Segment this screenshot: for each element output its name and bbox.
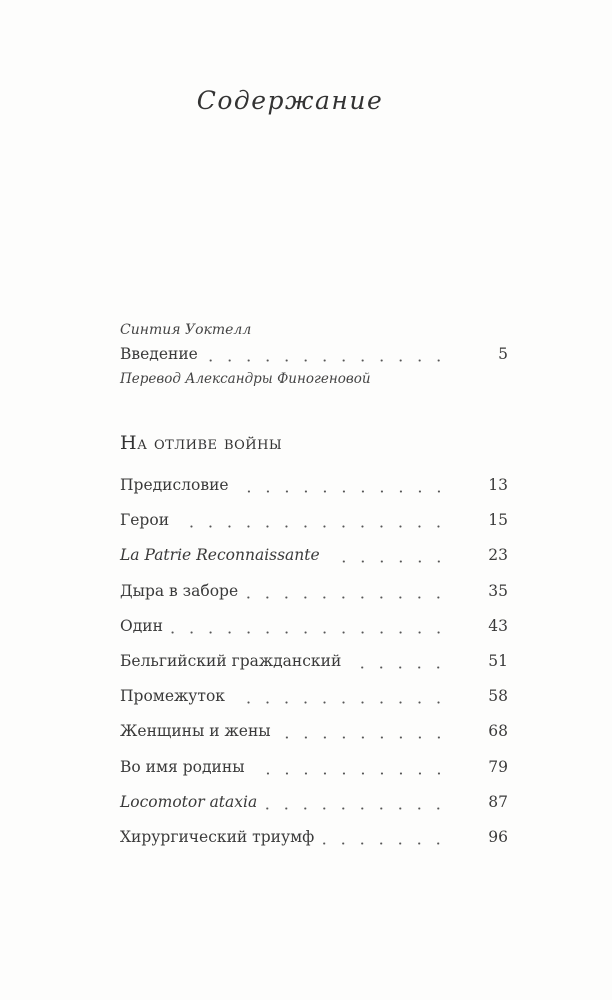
intro-author: Синтия Уоктелл	[120, 322, 252, 338]
toc-entry-label: Герои	[120, 511, 170, 530]
toc-entry-label: Предисловие	[120, 476, 229, 494]
toc-entry-page: 5	[498, 345, 508, 363]
section-heading: На отливе войны	[120, 432, 283, 454]
toc-entry-page: 68	[488, 722, 508, 741]
toc-entry[interactable]	[120, 582, 508, 604]
dot-leader	[320, 842, 448, 845]
toc-entry-label: Дыра в заборе	[120, 581, 239, 600]
dot-leader	[169, 631, 448, 634]
toc-entry[interactable]	[120, 546, 508, 568]
toc-entry-label: Во имя родины	[120, 757, 245, 776]
toc-entry[interactable]	[120, 617, 508, 639]
intro-translator: Перевод Александры Финогеновой	[120, 371, 371, 387]
dot-leader	[347, 666, 448, 669]
toc-entry[interactable]	[120, 722, 508, 744]
toc-entry-page: 35	[488, 581, 508, 600]
toc-entry-label: Один	[120, 616, 163, 635]
toc-entry[interactable]	[120, 476, 508, 498]
toc-entry-label: Бельгийский гражданский	[120, 652, 342, 670]
toc-entry-label: La Patrie Reconnaissante	[120, 546, 320, 565]
dot-leader	[244, 596, 448, 599]
dot-leader	[251, 772, 448, 775]
toc-entry[interactable]	[120, 828, 508, 850]
toc-entry-label: Введение	[120, 345, 198, 363]
toc-entry-page: 87	[488, 792, 508, 811]
dot-leader	[204, 359, 448, 362]
toc-entry[interactable]	[120, 687, 508, 709]
toc-entry-page: 43	[488, 616, 508, 635]
toc-entry-page: 96	[488, 828, 508, 846]
toc-entry-page: 51	[488, 652, 508, 670]
page-title: Содержание	[196, 86, 384, 115]
toc-entry[interactable]	[120, 652, 508, 674]
dot-leader	[235, 490, 448, 493]
toc-entry-label: Хирургический триумф	[120, 828, 315, 846]
toc-entry-page: 15	[488, 511, 508, 530]
toc-entry-intro[interactable]	[120, 345, 508, 367]
toc-entry[interactable]	[120, 758, 508, 780]
dot-leader	[263, 807, 448, 810]
toc-entry-label: Промежуток	[120, 687, 225, 706]
toc-entry-page: 23	[488, 546, 508, 565]
toc-entry[interactable]	[120, 793, 508, 815]
dot-leader	[231, 701, 448, 704]
toc-entry-page: 13	[488, 476, 508, 494]
toc-entry[interactable]	[120, 511, 508, 533]
toc-entry-label: Женщины и жены	[120, 722, 271, 741]
dot-leader	[277, 736, 448, 739]
toc-entry-label: Locomotor ataxia	[120, 792, 258, 811]
dot-leader	[326, 560, 448, 563]
toc-entry-page: 58	[488, 687, 508, 706]
dot-leader	[175, 525, 448, 528]
toc-entry-page: 79	[488, 757, 508, 776]
